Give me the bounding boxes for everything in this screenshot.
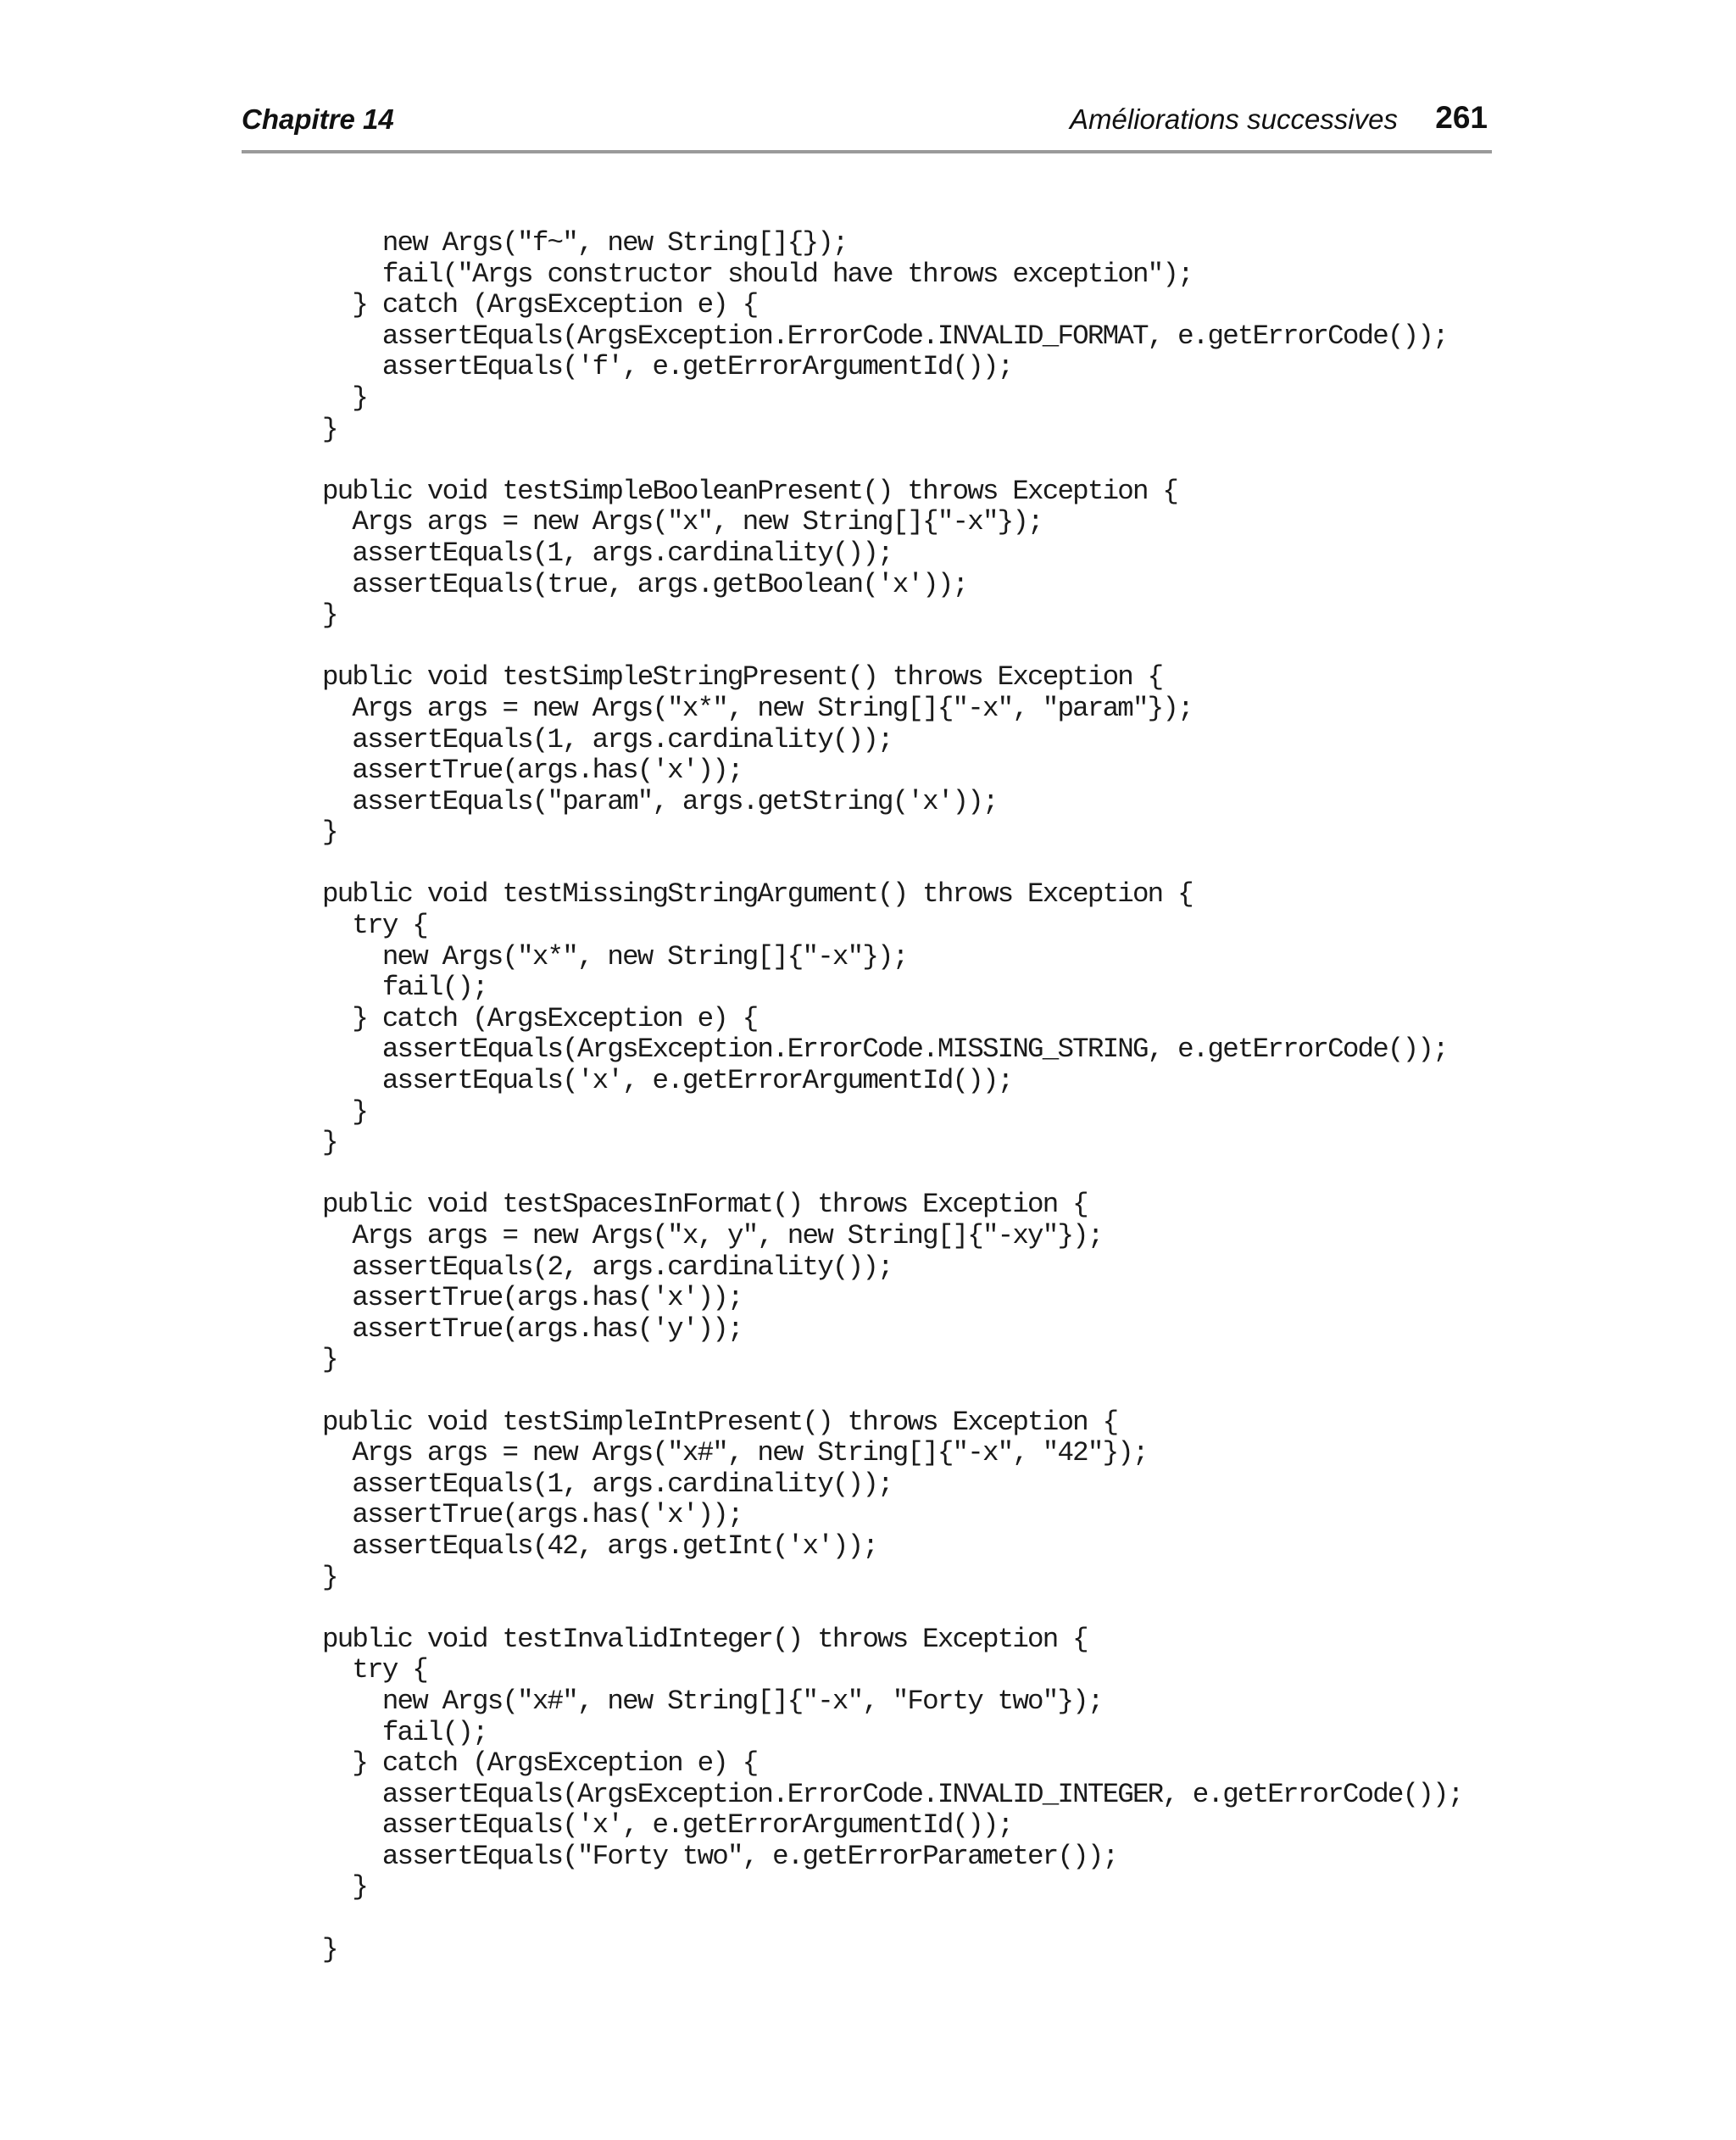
code-line: }	[322, 599, 337, 632]
code-line	[322, 1159, 1462, 1190]
code-line	[322, 1903, 1462, 1935]
code-line: } catch (ArgsException e) {	[322, 1002, 758, 1034]
code-line: }	[322, 1127, 337, 1159]
code-line: try {	[322, 1654, 427, 1686]
code-line	[322, 1593, 1462, 1625]
chapter-label: Chapitre 14	[242, 103, 394, 135]
code-line: }	[322, 816, 337, 849]
code-line: try {	[322, 910, 427, 942]
code-line: assertEquals('f', e.getErrorArgumentId());	[322, 351, 1013, 383]
code-line: public void testSimpleIntPresent() throws Exception {	[322, 1406, 1118, 1438]
header-rule	[242, 150, 1492, 153]
code-line	[322, 632, 1462, 663]
code-line: new Args("f~", new String[]{});	[322, 227, 848, 259]
code-line: assertTrue(args.has('x'));	[322, 755, 743, 787]
code-line: }	[322, 413, 337, 445]
code-line: }	[322, 1933, 337, 1965]
code-line: assertTrue(args.has('x'));	[322, 1282, 743, 1314]
code-line: assertEquals(1, args.cardinality());	[322, 537, 893, 569]
code-line: assertEquals('x', e.getErrorArgumentId());	[322, 1065, 1013, 1097]
code-line: public void testInvalidInteger() throws Exception {	[322, 1623, 1088, 1655]
code-line: }	[322, 1871, 368, 1903]
code-line: assertEquals('x', e.getErrorArgumentId());	[322, 1809, 1013, 1842]
section-title: Améliorations successives	[1070, 103, 1398, 135]
code-line: assertEquals(true, args.getBoolean('x'));	[322, 568, 968, 600]
code-line: assertTrue(args.has('y'));	[322, 1312, 743, 1345]
code-line: assertEquals(ArgsException.ErrorCode.INVALID_FORMAT, e.getErrorCode());	[322, 320, 1448, 352]
code-line: fail("Args constructor should have throws exception");	[322, 258, 1193, 290]
code-line: }	[322, 382, 368, 414]
code-line: Args args = new Args("x, y", new String[]{"-xy"});	[322, 1220, 1103, 1251]
code-line	[322, 849, 1462, 880]
code-line: assertEquals(ArgsException.ErrorCode.INVALID_INTEGER, e.getErrorCode());	[322, 1778, 1463, 1810]
code-line: public void testSimpleBooleanPresent() throws Exception {	[322, 475, 1178, 507]
code-listing	[322, 228, 1462, 1965]
code-line: }	[322, 1095, 368, 1128]
code-line: assertEquals("param", args.getString('x'));	[322, 785, 998, 817]
code-line: assertEquals(1, args.cardinality());	[322, 1468, 893, 1500]
code-line: public void testSimpleStringPresent() throws Exception {	[322, 661, 1163, 694]
code-line: Args args = new Args("x*", new String[]{"-x", "param"});	[322, 692, 1193, 724]
code-line	[322, 1376, 1462, 1407]
code-line: assertEquals("Forty two", e.getErrorParameter());	[322, 1840, 1118, 1872]
page-header	[242, 100, 1489, 148]
code-line: assertEquals(2, args.cardinality());	[322, 1251, 893, 1283]
code-line	[322, 445, 1462, 476]
code-line: new Args("x#", new String[]{"-x", "Forty two"});	[322, 1685, 1103, 1717]
code-line: fail();	[322, 972, 487, 1004]
code-line: } catch (ArgsException e) {	[322, 1747, 758, 1780]
code-line: fail();	[322, 1716, 487, 1748]
code-line: assertTrue(args.has('x'));	[322, 1499, 743, 1531]
code-line: public void testSpacesInFormat() throws Exception {	[322, 1189, 1088, 1221]
code-line: assertEquals(42, args.getInt('x'));	[322, 1530, 878, 1562]
code-line: }	[322, 1561, 337, 1593]
code-line: public void testMissingStringArgument() throws Exception {	[322, 878, 1193, 911]
code-line: new Args("x*", new String[]{"-x"});	[322, 940, 908, 972]
code-line: Args args = new Args("x", new String[]{"-x"});	[322, 506, 1043, 538]
code-line: } catch (ArgsException e) {	[322, 289, 758, 321]
code-line: Args args = new Args("x#", new String[]{"-x", "42"});	[322, 1437, 1148, 1469]
page-number: 261	[1435, 100, 1488, 135]
code-line: assertEquals(1, args.cardinality());	[322, 723, 893, 755]
code-line: }	[322, 1344, 337, 1376]
code-line: assertEquals(ArgsException.ErrorCode.MISSING_STRING, e.getErrorCode());	[322, 1034, 1448, 1066]
